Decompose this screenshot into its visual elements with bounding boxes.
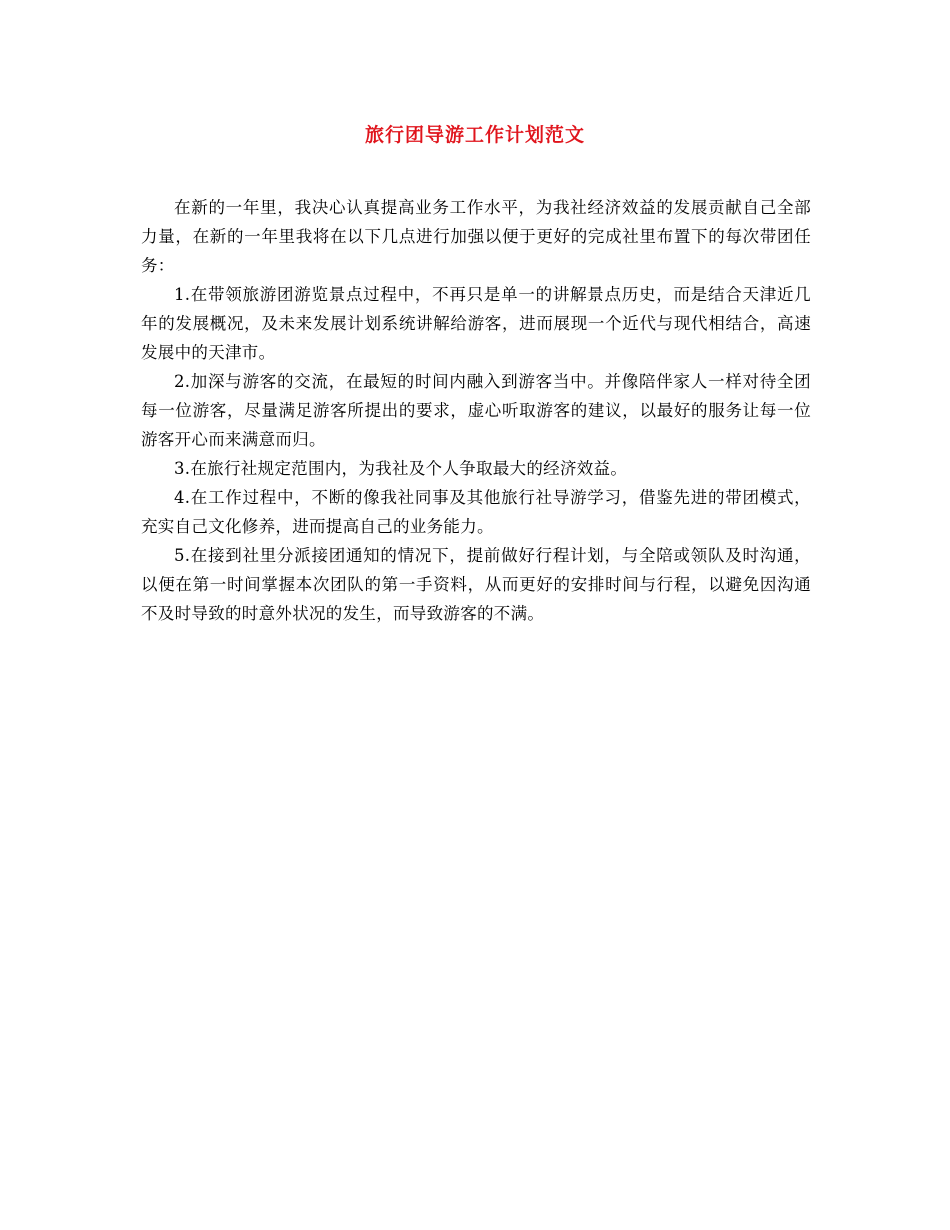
paragraph-item-5: 5.在接到社里分派接团通知的情况下，提前做好行程计划，与全陪或领队及时沟通，以便在第一时间掌握本次团队的第一手资料，从而更好的安排时间与行程，以避免因沟通不及时导致的时意外状况的发生，而导致游客的不满。 (141, 546, 811, 623)
paragraph-item-4: 4.在工作过程中，不断的像我社同事及其他旅行社导游学习，借鉴先进的带团模式，充实自己文化修养，进而提高自己的业务能力。 (141, 488, 811, 536)
document-body (141, 193, 811, 628)
paragraph-item-3: 3.在旅行社规定范围内，为我社及个人争取最大的经济效益。 (174, 459, 628, 478)
paragraph-intro: 在新的一年里，我决心认真提高业务工作水平，为我社经济效益的发展贡献自己全部力量，在新的一年里我将在以下几点进行加强以便于更好的完成社里布置下的每次带团任务： (141, 198, 811, 275)
paragraph-item-2: 2.加深与游客的交流，在最短的时间内融入到游客当中。并像陪伴家人一样对待全团每一位游客，尽量满足游客所提出的要求，虚心听取游客的建议，以最好的服务让每一位游客开心而来满意而归。 (141, 372, 811, 449)
document-title: 旅行团导游工作计划范文 (364, 124, 585, 146)
paragraph-item-1: 1.在带领旅游团游览景点过程中，不再只是单一的讲解景点历史，而是结合天津近几年的发展概况，及未来发展计划系统讲解给游客，进而展现一个近代与现代相结合，高速发展中的天津市。 (141, 285, 811, 362)
